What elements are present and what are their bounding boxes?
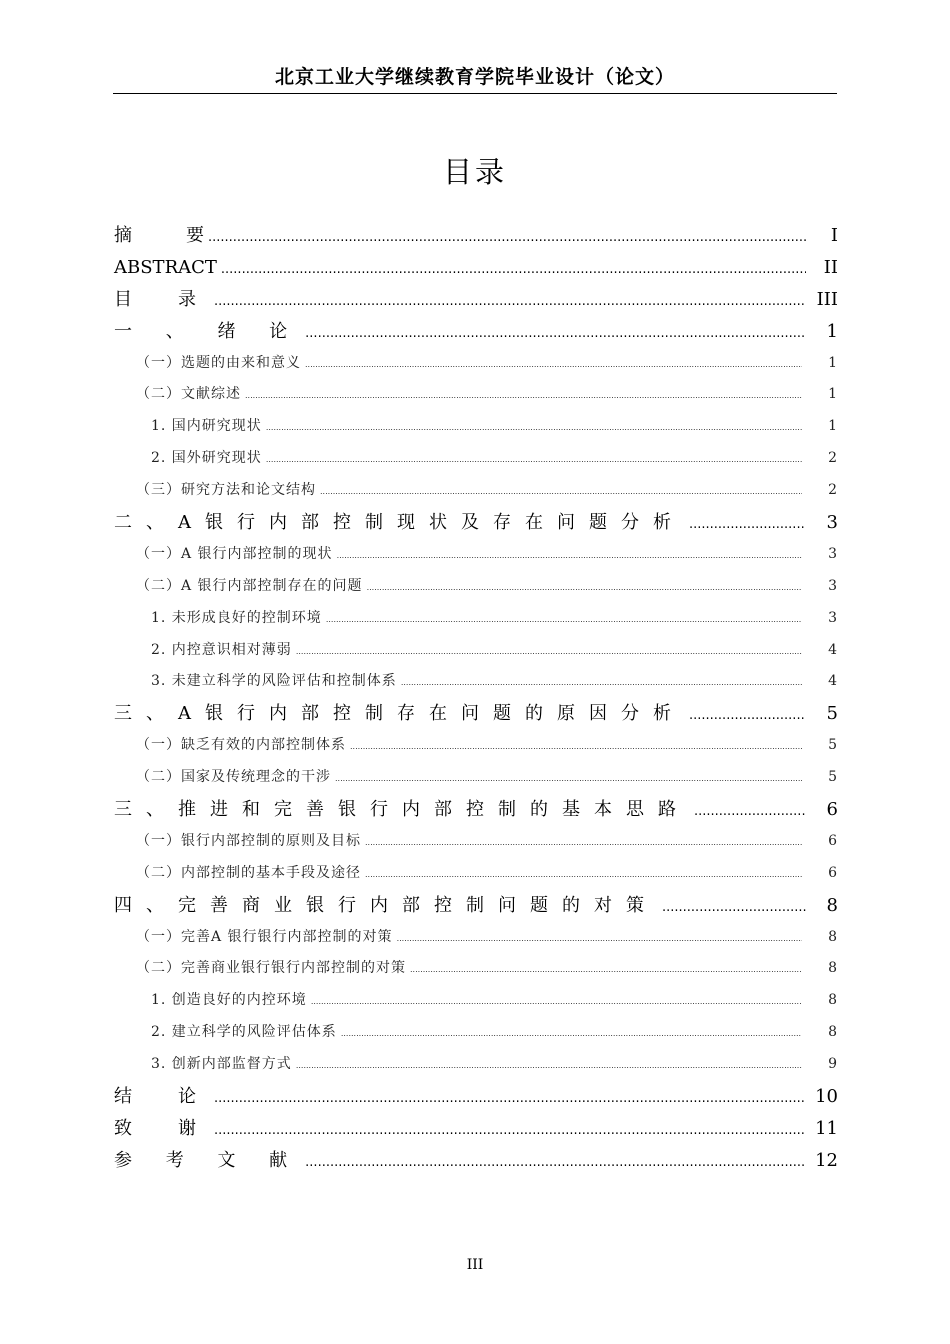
- toc-leader-dots: [296, 636, 802, 668]
- toc-entry-label: 二、A银行内部控制现状及存在问题分析: [114, 512, 685, 534]
- toc-leader-dots: [326, 604, 802, 636]
- toc-leader-dots: [296, 1050, 802, 1082]
- toc-leader-dots: [221, 254, 806, 286]
- toc-entry-page: 5: [826, 703, 838, 725]
- toc-leader-dots: [320, 476, 802, 508]
- toc-entry-page: 12: [815, 1149, 838, 1171]
- toc-entry[interactable]: [114, 762, 838, 794]
- toc-entry-label: 三、A银行内部控制存在问题的原因分析: [114, 703, 685, 725]
- toc-entry-label: 四、完善商业银行内部控制问题的对策: [114, 894, 658, 916]
- toc-entry-page: I: [830, 225, 838, 246]
- toc-entry[interactable]: [114, 411, 838, 443]
- toc-entry-page: 8: [826, 894, 838, 916]
- table-of-contents: [114, 220, 838, 1177]
- toc-entry[interactable]: [114, 1145, 838, 1177]
- toc-entry[interactable]: [114, 539, 838, 571]
- toc-leader-dots: [266, 412, 802, 444]
- toc-entry[interactable]: [114, 1113, 838, 1145]
- toc-entry-page: 10: [815, 1086, 838, 1108]
- toc-entry-page: III: [816, 288, 838, 310]
- toc-entry[interactable]: [114, 443, 838, 475]
- toc-leader-dots: [689, 700, 806, 732]
- toc-entry-label: 摘 要: [114, 225, 204, 246]
- toc-leader-dots: [662, 892, 806, 924]
- toc-entry-label: 3. 未建立科学的风险评估和控制体系: [151, 673, 397, 690]
- toc-leader-dots: [350, 731, 802, 763]
- toc-entry-label: （二）国家及传统理念的干涉: [136, 769, 331, 786]
- toc-leader-dots: [311, 986, 802, 1018]
- toc-entry-label: （二）A 银行内部控制存在的问题: [136, 577, 363, 594]
- toc-leader-dots: [397, 923, 802, 955]
- toc-entry-page: 8: [828, 928, 838, 945]
- toc-leader-dots: [365, 859, 802, 891]
- toc-entry-label: 2. 国外研究现状: [151, 450, 262, 467]
- toc-entry[interactable]: [114, 1081, 838, 1113]
- toc-entry[interactable]: [114, 507, 838, 539]
- toc-entry-page: II: [823, 256, 838, 278]
- toc-entry[interactable]: [114, 348, 838, 380]
- toc-entry-label: 2. 建立科学的风险评估体系: [151, 1024, 337, 1041]
- toc-entry[interactable]: [114, 635, 838, 667]
- toc-entry[interactable]: [114, 252, 838, 284]
- toc-leader-dots: [341, 1018, 802, 1050]
- toc-entry-page: 3: [828, 577, 838, 594]
- toc-entry-page: 8: [828, 960, 838, 977]
- toc-entry-label: （二）完善商业银行银行内部控制的对策: [136, 960, 406, 977]
- toc-entry-page: 3: [828, 545, 838, 562]
- toc-leader-dots: [365, 827, 802, 859]
- toc-entry-page: 1: [828, 354, 838, 371]
- toc-entry[interactable]: [114, 985, 838, 1017]
- toc-entry[interactable]: [114, 858, 838, 890]
- toc-entry[interactable]: [114, 1049, 838, 1081]
- toc-entry-label: 结 论: [114, 1086, 210, 1108]
- toc-leader-dots: [214, 1083, 806, 1115]
- toc-entry[interactable]: [114, 571, 838, 603]
- toc-entry-label: （二）内部控制的基本手段及途径: [136, 864, 361, 881]
- toc-entry-page: 1: [828, 386, 838, 403]
- toc-entry[interactable]: [114, 316, 838, 348]
- toc-entry-label: 致 谢: [114, 1117, 210, 1139]
- toc-leader-dots: [208, 222, 806, 254]
- toc-entry-page: 9: [828, 1056, 838, 1073]
- page-title: 目录: [442, 155, 507, 189]
- toc-entry-label: （一）选题的由来和意义: [136, 354, 301, 371]
- toc-entry-page: 6: [828, 864, 838, 881]
- toc-entry-page: 6: [826, 799, 838, 821]
- toc-entry[interactable]: [114, 603, 838, 635]
- toc-entry-page: 8: [828, 1024, 838, 1041]
- toc-entry[interactable]: [114, 826, 838, 858]
- toc-entry-page: 2: [828, 482, 838, 499]
- page-number: III: [466, 1257, 484, 1273]
- toc-entry-label: （一）缺乏有效的内部控制体系: [136, 737, 346, 754]
- toc-entry-label: 1. 创造良好的内控环境: [151, 992, 307, 1009]
- toc-entry[interactable]: [114, 379, 838, 411]
- toc-leader-dots: [245, 380, 802, 412]
- toc-entry[interactable]: [114, 922, 838, 954]
- toc-leader-dots: [694, 796, 806, 828]
- toc-entry-label: 目 录: [114, 288, 210, 310]
- toc-entry-page: 3: [828, 609, 838, 626]
- toc-entry-page: 1: [828, 418, 838, 435]
- toc-entry-page: 4: [828, 673, 838, 690]
- toc-entry[interactable]: [114, 794, 838, 826]
- toc-entry-label: 一 、 绪 论: [114, 320, 302, 342]
- toc-entry-label: （一）完善A 银行银行内部控制的对策: [136, 928, 393, 945]
- toc-entry-page: 4: [828, 641, 838, 658]
- toc-leader-dots: [689, 509, 806, 541]
- toc-entry-label: 1. 国内研究现状: [151, 418, 262, 435]
- toc-entry-label: 1. 未形成良好的控制环境: [151, 609, 322, 626]
- toc-entry-page: 5: [828, 737, 838, 754]
- toc-entry[interactable]: [114, 890, 838, 922]
- toc-leader-dots: [305, 1147, 806, 1179]
- toc-entry-label: （二）文献综述: [136, 386, 241, 403]
- toc-leader-dots: [214, 286, 806, 318]
- toc-entry-page: 11: [815, 1117, 838, 1139]
- toc-leader-dots: [305, 349, 802, 381]
- toc-entry[interactable]: [114, 698, 838, 730]
- toc-entry-page: 5: [828, 769, 838, 786]
- toc-entry-page: 8: [828, 992, 838, 1009]
- toc-entry-label: ABSTRACT: [114, 256, 217, 278]
- toc-leader-dots: [335, 763, 802, 795]
- toc-entry-label: （一）A 银行内部控制的现状: [136, 545, 333, 562]
- toc-entry-page: 6: [828, 832, 838, 849]
- page-header: [113, 62, 837, 94]
- toc-leader-dots: [401, 667, 802, 699]
- toc-leader-dots: [367, 572, 802, 604]
- toc-leader-dots: [214, 1115, 806, 1147]
- toc-leader-dots: [410, 954, 802, 986]
- toc-entry-label: 三、推进和完善银行内部控制的基本思路: [114, 799, 690, 821]
- header-title: 北京工业大学继续教育学院毕业设计（论文）: [274, 66, 675, 88]
- toc-entry[interactable]: [114, 475, 838, 507]
- toc-entry-label: （三）研究方法和论文结构: [136, 482, 316, 499]
- toc-entry[interactable]: [114, 284, 838, 316]
- toc-entry-label: 2. 内控意识相对薄弱: [151, 641, 292, 658]
- toc-entry[interactable]: [114, 1017, 838, 1049]
- toc-leader-dots: [337, 540, 802, 572]
- toc-leader-dots: [266, 444, 802, 476]
- toc-leader-dots: [305, 318, 806, 350]
- toc-entry-label: 3. 创新内部监督方式: [151, 1056, 292, 1073]
- toc-entry-page: 1: [826, 320, 838, 342]
- toc-entry-label: 参 考 文 献: [114, 1149, 302, 1171]
- toc-entry[interactable]: [114, 666, 838, 698]
- toc-entry[interactable]: [114, 220, 838, 252]
- toc-entry-page: 3: [826, 512, 838, 534]
- toc-entry-label: （一）银行内部控制的原则及目标: [136, 832, 361, 849]
- toc-entry-page: 2: [828, 450, 838, 467]
- toc-entry[interactable]: [114, 730, 838, 762]
- toc-entry[interactable]: [114, 953, 838, 985]
